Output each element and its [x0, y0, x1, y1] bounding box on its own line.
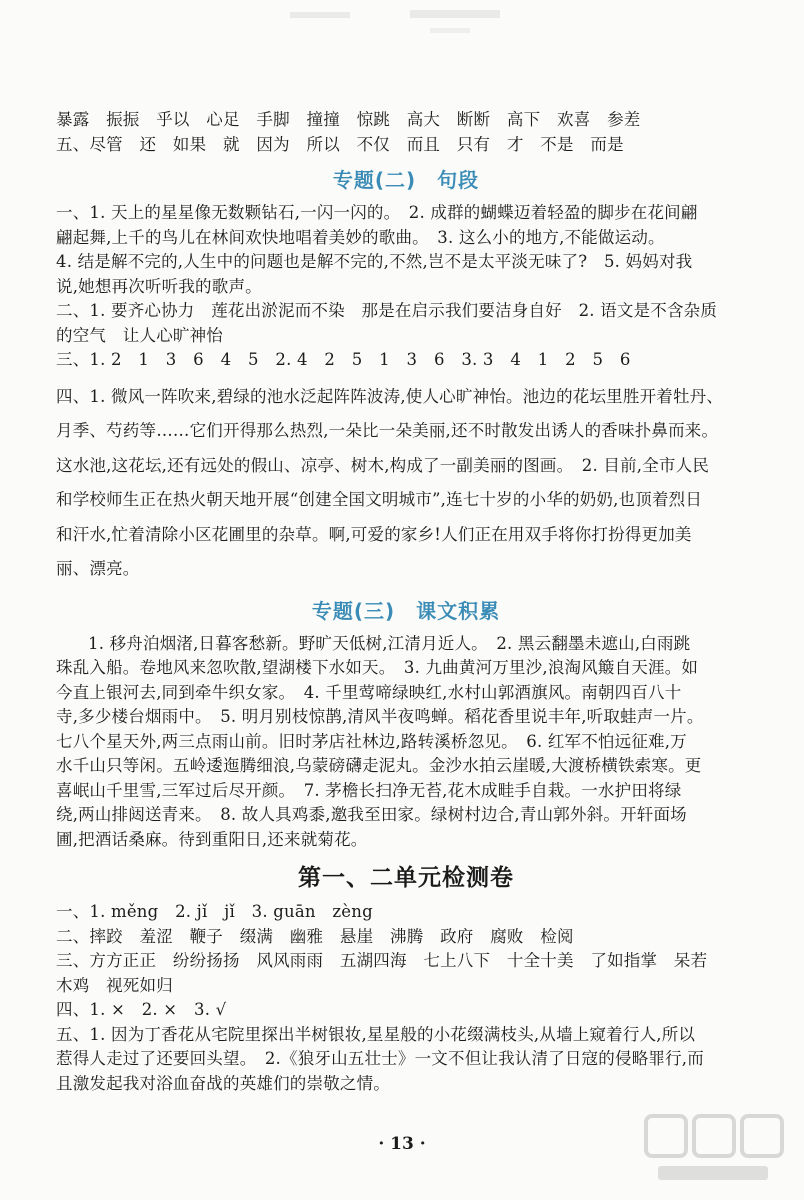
section-title-3: 专题(三) 课文积累: [311, 598, 501, 623]
text-line: 喜岷山千里雪,三军过后尽开颜。 7. 茅檐长扫净无苔,花木成畦手自栽。一水护田将绿: [56, 780, 682, 800]
text-line: 珠乱入船。卷地风来忽吹散,望湖楼下水如天。 3. 九曲黄河万里沙,浪淘风簸自天涯。如: [56, 658, 699, 677]
text-line: 翩起舞,上千的鸟儿在林间欢快地唱着美妙的歌曲。 3. 这么小的地方,不能做运动。: [56, 227, 665, 247]
answer-page: [56, 108, 756, 1096]
text-line: 寺,多少楼台烟雨中。 5. 明月别枝惊鹊,清风半夜鸣蝉。稻花香里说丰年,听取蛙声一片。: [56, 707, 704, 726]
text-line: 二、摔跤 羞涩 鞭子 缀满 幽雅 悬崖 沸腾 政府 腐败 检阅: [56, 926, 574, 946]
text-line: 说,她想再次听听我的歌声。: [56, 276, 262, 296]
edited-text-line: 丽、漂亮。: [56, 559, 140, 578]
text-line: 二、1. 要齐心协力 莲花出淤泥而不染 那是在启示我们要洁身自好 2. 语文是不含杂质: [56, 301, 718, 320]
text-line: 1. 移舟泊烟渚,日暮客愁新。野旷天低树,江清月近人。 2. 黑云翻墨未遮山,白雨跳: [88, 633, 691, 653]
text-line: 圃,把酒话桑麻。待到重阳日,还来就菊花。: [56, 829, 368, 849]
text-line: 4. 结是解不完的,人生中的问题也是解不完的,不然,岂不是太平淡无味了? 5. 妈妈对我: [56, 252, 693, 271]
text-line: 水千山只等闲。五岭逶迤腾细浪,乌蒙磅礴走泥丸。金沙水拍云崖暖,大渡桥横铁索寒。更: [56, 756, 702, 775]
text-line: 今直上银河去,同到牵牛织女家。 4. 千里莺啼绿映红,水村山郭酒旗风。南朝四百八十: [56, 682, 682, 702]
text-line: 的空气 让人心旷神怡: [56, 325, 223, 345]
word-list-line: 暴露 振振 乎以 心足 手脚 撞撞 惊跳 高大 断断 高下 欢喜 参差: [56, 110, 641, 129]
edited-text-line: 和汗水,忙着清除小区花圃里的杂草。啊,可爱的家乡!人们正在用双手将你打扮得更加美: [56, 524, 692, 544]
text-line: 五、1. 因为丁香花从宅院里探出半树银妆,星星般的小花缀满枝头,从墙上窥着行人,所以: [56, 1024, 696, 1044]
edited-text-line: 和学校师生正在热火朝天地开展“创建全国文明城市”,连七十岁的小华的奶奶,也顶着烈日: [56, 490, 703, 509]
text-line: 三、1. 2 1 3 6 4 5 2. 4 2 5 1 3 6 3. 3 4 1 2 5 6: [56, 350, 631, 369]
text-line: 绕,两山排闼送青来。 8. 故人具鸡黍,邀我至田家。绿树村边合,青山郭外斜。开轩面场: [56, 805, 687, 824]
text-line: 一、1. měng 2. jǐ jǐ 3. guān zèng: [56, 902, 373, 921]
text-line: 惹得人走过了还要回头望。 2.《狼牙山五壮士》一文不但让我认清了日寇的侵略罪行,而: [56, 1049, 704, 1068]
text-line: 木鸡 视死如归: [56, 975, 173, 995]
page-number: · 13 ·: [378, 1134, 426, 1154]
text-line: 一、1. 天上的星星像无数颗钻石,一闪一闪的。 2. 成群的蝴蝶迈着轻盈的脚步在花间翩: [56, 203, 698, 222]
top-smudge-mark: [280, 4, 520, 44]
text-line: 且激发起我对浴血奋战的英雄们的崇敬之情。: [56, 1073, 390, 1093]
edited-text-line: 月季、芍药等……它们开得那么热烈,一朵比一朵美丽,还不时散发出诱人的香味扑鼻而来。: [56, 421, 719, 440]
edited-text-line: 这水池,这花坛,还有远处的假山、凉亭、树木,构成了一副美丽的图画。 2. 目前,全市人民: [56, 455, 710, 475]
section-title-2: 专题(二) 句段: [332, 168, 480, 192]
text-line: 三、方方正正 纷纷扬扬 风风雨雨 五湖四海 七上八下 十全十美 了如指掌 呆若: [56, 951, 708, 970]
section-title-4: 第一、二单元检测卷: [298, 865, 514, 891]
text-line: 七八个星天外,两三点雨山前。旧时茅店社林边,路转溪桥忽见。 6. 红军不怕远征难,万: [56, 731, 687, 751]
text-line: 四、1. × 2. × 3. √: [56, 1000, 227, 1019]
watermark-logo-icon: [638, 1110, 788, 1190]
edited-text-line: 四、1. 微风一阵吹来,碧绿的池水泛起阵阵波涛,使人心旷神怡。池边的花坛里胜开着牡丹、: [56, 386, 724, 406]
conjunction-line: 五、尽管 还 如果 就 因为 所以 不仅 而且 只有 才 不是 而是: [56, 134, 624, 154]
